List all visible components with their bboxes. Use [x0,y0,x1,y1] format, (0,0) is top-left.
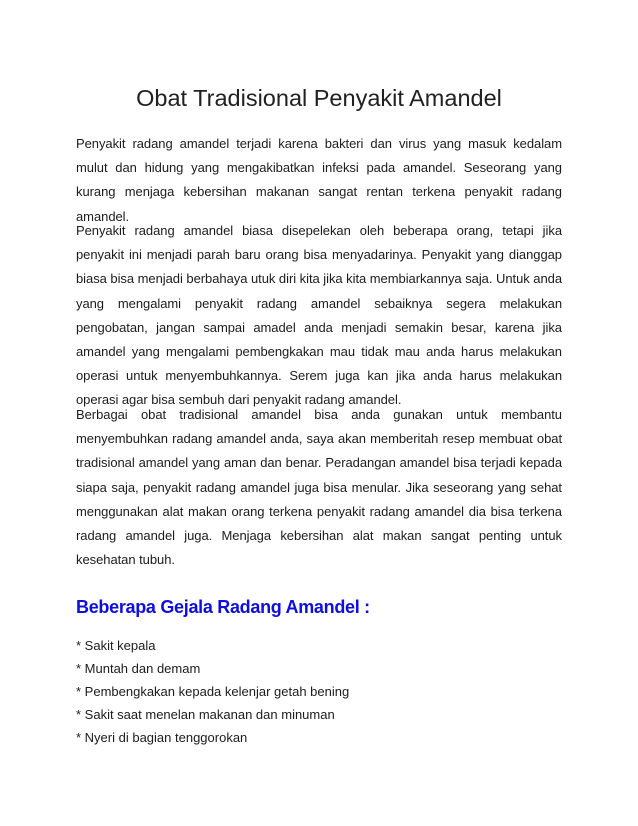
list-item: * Sakit kepala [76,638,156,653]
list-item: * Muntah dan demam [76,661,201,676]
list-item: * Nyeri di bagian tenggorokan [76,730,248,745]
section-heading-symptoms: Beberapa Gejala Radang Amandel : [76,597,370,617]
paragraph-danger: Penyakit radang amandel biasa disepelekan oleh beberapa orang, tetapi jika penyakit ini menjadi parah baru orang bisa menyadarinya. Penyakit yang dianggap biasa bisa menjadi berbahaya utuk diri kita jika kita membiarkannya saja. Untuk anda yang mengalami penyakit radang amandel sebaiknya segera melakukan pengobatan, jangan sampai amadel anda menjadi semakin besar, karena jika amandel yang mengalami pembengkakan mau tidak mau anda harus melakukan operasi untuk menyembuhkannya. Serem juga kan jika anda harus melakukan operasi agar bisa sembuh dari penyakit radang amandel. [76,223,562,408]
list-item: * Pembengkakan kepada kelenjar getah bening [76,684,350,699]
paragraph-remedy: Berbagai obat tradisional amandel bisa anda gunakan untuk membantu menyembuhkan radang amandel anda, saya akan memberitah resep membuat obat tradisional amandel yang aman dan benar. Peradangan amandel bisa terjadi kepada siapa saja, penyakit radang amandel juga bisa menular. Jika seseorang yang sehat menggunakan alat makan orang terkena penyakit radang amandel dia bisa terkena radang amandel juga. Menjaga kebersihan alat makan sangat penting untuk kesehatan tubuh. [76,407,562,568]
symptom-list [76,634,349,749]
page-title: Obat Tradisional Penyakit Amandel [136,85,502,111]
paragraph-intro: Penyakit radang amandel terjadi karena bakteri dan virus yang masuk kedalam mulut dan hidung yang mengakibatkan infeksi pada amandel. Seseorang yang kurang menjaga kebersihan makanan sangat rentan terkena penyakit radang amandel. [76,136,562,224]
list-item: * Sakit saat menelan makanan dan minuman [76,707,335,722]
